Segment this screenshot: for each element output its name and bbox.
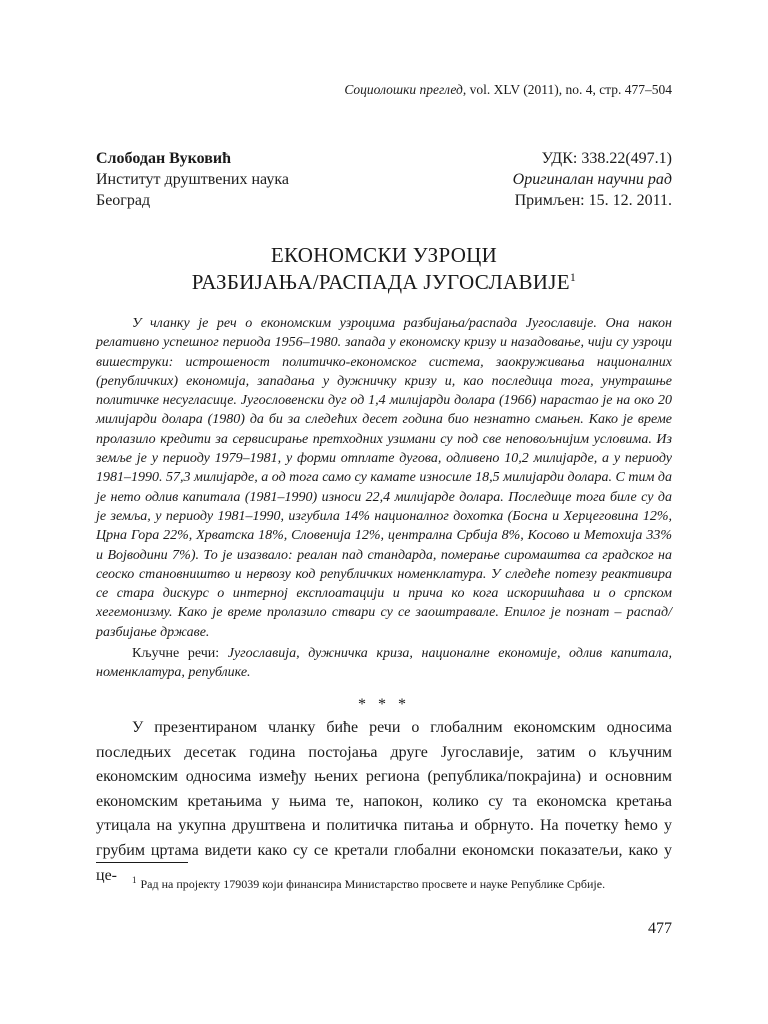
running-head xyxy=(344,82,672,98)
journal-name: Социолошки преглед xyxy=(344,82,463,97)
keywords xyxy=(96,644,672,683)
paper-type: Оригиналан научни рад xyxy=(512,171,672,188)
abstract xyxy=(96,314,672,683)
meta-row-1 xyxy=(96,148,672,169)
footnote-number: 1 xyxy=(132,875,137,885)
meta-row-2 xyxy=(96,169,672,190)
section-separator: * * * xyxy=(358,696,410,713)
page-number: 477 xyxy=(648,920,672,937)
keywords-list: Југославија, дужничка криза, националне економије, одлив капитала, номенклатура, републике. xyxy=(96,646,672,681)
journal-issue-details: , vol. XLV (2011), no. 4, стр. 477–504 xyxy=(462,82,672,97)
title-footnote-mark: 1 xyxy=(569,270,577,284)
abstract-text: У чланку је реч о економским узроцима разбијања/распада Југославије. Она након релативно успешног периода 1956–1980. запада у економску кризу и назадовање, чији су узроци вишеструки: истрошеност политичко-економског система, заокруживања националних (републичких) економија, западања у дужничку кризу и, као последица тога, унутрашње политичке несугласице. Југословенски дуг од 1,4 милијарди долара (1966) нарастао је на око 20 милијарди долара (1980) да би за следећих десет година био незнатно смањен. Како је време пролазило кредити за сервисирање претходних узимани су под све неповољнијим условима. Из земље је у периоду 1979–1981, у форми отплате дугова, одливено 10,2 милијарде, а у периоду 1981–1990. 57,3 милијарде, а од тога само су камате износиле 18,5 милијарди долара. С тим да је нето одлив капитала (1981–1990) износи 22,4 милијарде долара. Последице тога биле су да је земља, у периоду 1981–1990, изгубила 14% националног дохотка (Босна и Херцеговина 12%, Црна Гора 22%, Хрватска 18%, Словенија 12%, централна Србија 8%, Косово и Метохија 33% и Војводини 7%). То је изазвало: реалан пад стандарда, померање сиромаштва са градског на сеоско становништво и нервозу код републичких номенклатура. У следеће потезу реактивира се стара дискурс о интерној експлоатацији и прича ко кога искоришћава и о српском хегемонизму. Како је време пролазило ствари су се заоштравале. Епилог је познат – распад/разбијање државе. xyxy=(96,316,672,640)
received-date: Примљен: 15. 12. 2011. xyxy=(514,192,672,209)
author-institution: Институт друштвених наука xyxy=(96,171,289,188)
title-line-2-text: РАЗБИЈАЊА/РАСПАДА ЈУГОСЛАВИЈЕ xyxy=(191,270,570,294)
author-city: Београд xyxy=(96,192,151,209)
article-title xyxy=(96,242,672,296)
title-line-2 xyxy=(96,269,672,296)
journal-page xyxy=(96,0,672,1024)
footnote-rule xyxy=(96,862,188,863)
keywords-label: Кључне речи: xyxy=(132,646,220,662)
footnote-text: Рад на пројекту 179039 који финансира Министарство просвете и науке Републике Србије. xyxy=(140,877,606,891)
title-line-1: ЕКОНОМСКИ УЗРОЦИ xyxy=(270,243,498,267)
article-metadata xyxy=(96,148,672,211)
footnote xyxy=(96,876,672,892)
udc-code: УДК: 338.22(497.1) xyxy=(541,150,672,167)
author-name: Слободан Вуковић xyxy=(96,150,231,167)
meta-row-3 xyxy=(96,190,672,211)
body-paragraph: У презентираном чланку биће речи о глобалним економским односима последњих десетак година постојања друге Југославије, затим о кључним економским односима између њених региона (република/покрајина) и основним економским кретањима у њима те, напокон, колико су та економска кретања утицала на укупна друштвена и политичка питања и обрнуто. На почетку ћемо у грубим цртама видети како су се кретали глобални економски показатељи, како у це- xyxy=(96,719,672,884)
